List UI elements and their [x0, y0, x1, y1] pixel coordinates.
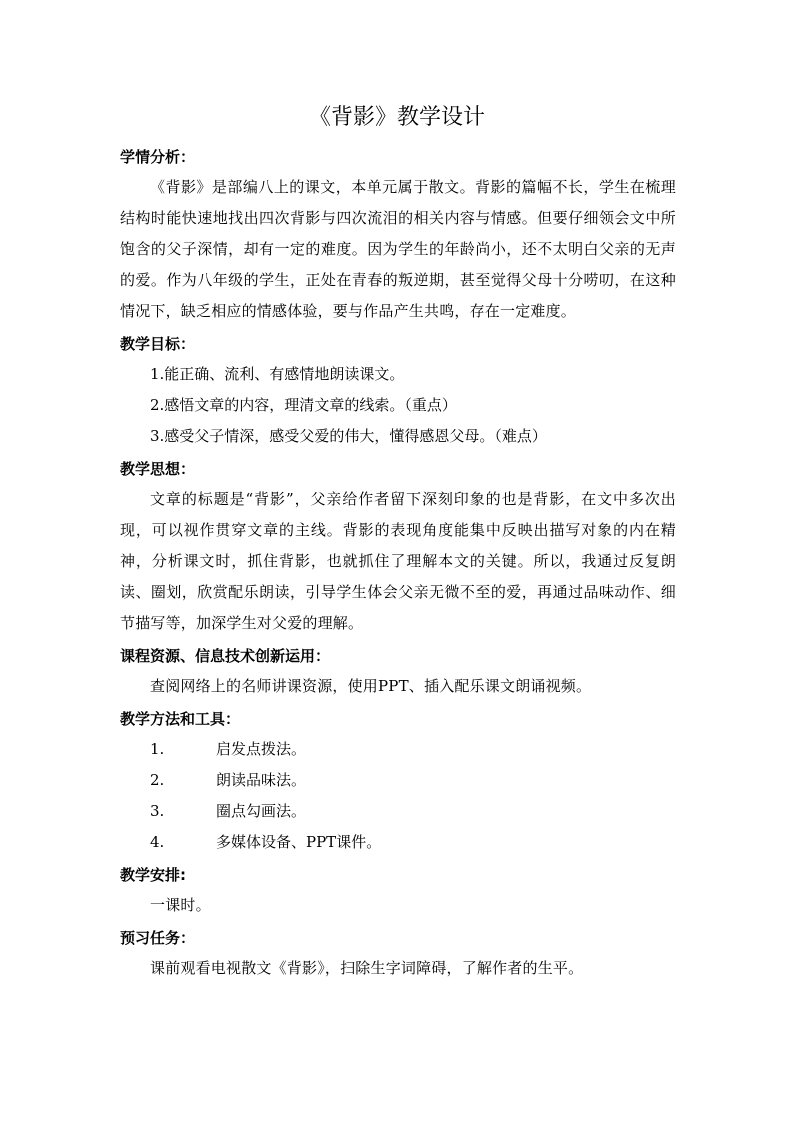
section-text-anpai: 一课时。	[150, 896, 211, 914]
section-heading-yuxi: 预习任务：	[120, 929, 196, 947]
method-number: 4.	[150, 833, 165, 851]
section-text-xueqing: 《背影》是部编八上的课文，本单元属于散文。背影的篇幅不长，学生在梳理结构时能快速地找出四次背影与四次流泪的相关内容与情感。但要仔细领会文中所饱含的父子深情，却有一定的难度。因为学生的年龄尚小，还不太明白父亲的无声的爱。作为八年级的学生，正处在青春的叛逆期，甚至觉得父母十分唠叨，在这种情况下，缺乏相应的情感体验，要与作品产生共鸣，存在一定难度。	[120, 178, 676, 320]
section-xueqing	[120, 142, 676, 327]
section-text-ziyuan: 查阅网络上的名师讲课资源，使用PPT、插入配乐课文朗诵视频。	[150, 677, 592, 695]
method-item	[120, 734, 676, 765]
method-item	[120, 827, 676, 858]
method-text: 多媒体设备、PPT课件。	[216, 833, 382, 851]
method-text: 启发点拨法。	[216, 740, 307, 758]
method-text: 圈点勾画法。	[216, 802, 307, 820]
document-body	[120, 138, 676, 984]
method-item	[120, 796, 676, 827]
section-heading-sixiang: 教学思想：	[120, 460, 196, 478]
section-fangfa	[120, 704, 676, 858]
section-heading-ziyuan: 课程资源、信息技术创新运用：	[120, 647, 331, 665]
section-mubiao	[120, 329, 676, 452]
method-number: 1.	[150, 740, 165, 758]
section-sixiang	[120, 454, 676, 639]
method-number: 3.	[150, 802, 165, 820]
goal-item: 3.感受父子情深，感受父爱的伟大，懂得感恩父母。（难点）	[150, 427, 547, 445]
section-ziyuan	[120, 641, 676, 702]
section-heading-mubiao: 教学目标：	[120, 335, 196, 353]
method-text: 朗读品味法。	[216, 771, 307, 789]
section-text-sixiang: 文章的标题是“背影”，父亲给作者留下深刻印象的也是背影，在文中多次出现，可以视作贯穿文章的主线。背影的表现角度能集中反映出描写对象的内在精神，分析课文时，抓住背影，也就抓住了理解本文的关键。所以，我通过反复朗读、圈划，欣赏配乐朗读，引导学生体会父亲无微不至的爱，再通过品味动作、细节描写等，加深学生对父爱的理解。	[120, 490, 676, 632]
method-item	[120, 765, 676, 796]
section-heading-anpai: 教学安排:	[120, 866, 186, 884]
section-text-yuxi: 课前观看电视散文《背影》，扫除生字词障碍，了解作者的生平。	[150, 959, 584, 977]
document-title: 《背影》教学设计	[308, 105, 485, 130]
section-anpai	[120, 860, 676, 921]
goal-item: 2.感悟文章的内容，理清文章的线索。（重点）	[150, 396, 457, 414]
method-number: 2.	[150, 771, 165, 789]
section-heading-xueqing: 学情分析：	[120, 148, 196, 166]
section-yuxi	[120, 923, 676, 984]
goal-item: 1.能正确、流利、有感情地朗读课文。	[150, 365, 405, 383]
section-heading-fangfa: 教学方法和工具：	[120, 710, 241, 728]
